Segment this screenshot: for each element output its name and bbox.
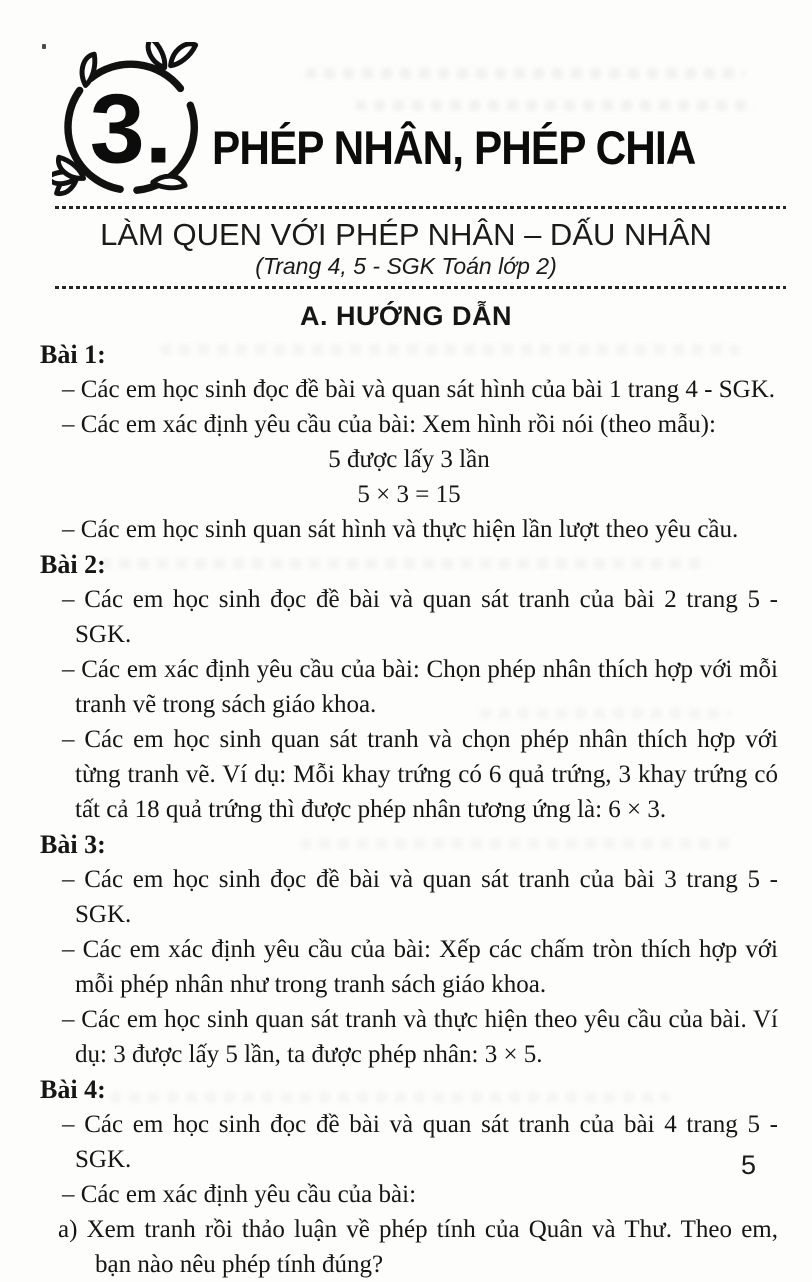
example-line: 5 được lấy 3 lần (328, 446, 490, 473)
section-heading: A. HƯỚNG DẪN (300, 301, 512, 331)
guidance-bullet: – Các em học sinh đọc đề bài và quan sát tranh của bài 4 trang 5 - SGK. (62, 1111, 778, 1173)
lesson-header (0, 209, 812, 286)
lesson-subtitle: (Trang 4, 5 - SGK Toán lớp 2) (255, 253, 557, 279)
chapter-title: PHÉP NHÂN, PHÉP CHIA (212, 121, 696, 174)
exercise-bai-3 (40, 827, 778, 1072)
guidance-content (40, 337, 778, 1282)
exercise-label: Bài 4: (40, 1075, 106, 1104)
dashed-divider-bottom (55, 286, 786, 289)
exercise-label: Bài 1: (40, 340, 106, 369)
guidance-bullet: – Các em học sinh đọc đề bài và quan sát tranh của bài 2 trang 5 - SGK. (62, 586, 778, 648)
exercise-bai-2 (40, 547, 778, 827)
guidance-bullet: – Các em xác định yêu cầu của bài: Chọn phép nhân thích hợp với mỗi tranh vẽ trong sách giáo khoa. (62, 656, 778, 718)
guidance-bullet: – Các em học sinh quan sát hình và thực hiện lần lượt theo yêu cầu. (62, 516, 739, 543)
chapter-badge (52, 42, 214, 210)
guidance-subitem-a: a) Xem tranh rồi thảo luận về phép tính của Quân và Thư. Theo em, bạn nào nêu phép tính đúng? (58, 1216, 778, 1278)
page-number: 5 (740, 1150, 756, 1180)
exercise-bai-1 (40, 337, 778, 547)
lesson-title: LÀM QUEN VỚI PHÉP NHÂN – DẤU NHÂN (100, 217, 712, 252)
chapter-header (0, 0, 812, 206)
guidance-bullet: – Các em xác định yêu cầu của bài: (62, 1181, 417, 1208)
guidance-bullet: – Các em học sinh đọc đề bài và quan sát hình của bài 1 trang 4 - SGK. (62, 376, 776, 403)
guidance-bullet: – Các em xác định yêu cầu của bài: Xếp các chấm tròn thích hợp với mỗi phép nhân như trong tranh sách giáo khoa. (62, 936, 778, 998)
guidance-bullet: – Các em xác định yêu cầu của bài: Xem hình rồi nói (theo mẫu): (62, 411, 716, 438)
example-equation: 5 × 3 = 15 (357, 481, 461, 508)
exercise-label: Bài 3: (40, 830, 106, 859)
guidance-bullet: – Các em học sinh đọc đề bài và quan sát tranh của bài 3 trang 5 - SGK. (62, 866, 778, 928)
guidance-bullet: – Các em học sinh quan sát tranh và thực hiện theo yêu cầu của bài. Ví dụ: 3 được lấy 5 lần, ta được phép nhân: 3 × 5. (62, 1006, 778, 1068)
chapter-number: 3. (89, 73, 173, 184)
guidance-bullet: – Các em học sinh quan sát tranh và chọn phép nhân thích hợp với từng tranh vẽ. Ví dụ: Mỗi khay trứng có 6 quả trứng, 3 khay trứng có tất cả 18 quả trứng thì được phép nhân tương ứng là: 6 × 3. (62, 726, 778, 823)
exercise-bai-4 (40, 1072, 778, 1282)
exercise-label: Bài 2: (40, 550, 106, 579)
